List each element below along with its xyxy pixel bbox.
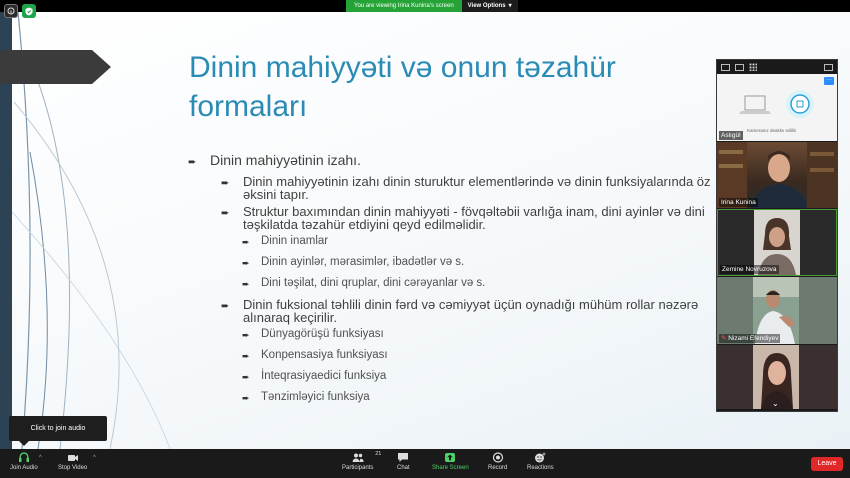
mic-muted-icon: ✎ [721,335,727,342]
bullet-level2 [221,175,728,201]
participant-tile-irina[interactable] [717,142,837,208]
bullet-text: Dini təşilat, dini qruplar, dini cərəyanlar və s. [261,277,486,289]
bullet-text: Dinin mahiyyətinin izahı. [210,152,361,168]
participant-video-panel [716,59,838,412]
bullet-text: Dinin mahiyyətinin izahı dinin sturuktur elementlərində və dinin funksiyalarında öz əksini tapır. [243,174,711,202]
slide-bullets [188,152,728,412]
share-screen-label: Share Screen [432,465,469,471]
viewing-banner [346,0,518,12]
headphones-icon [18,452,30,463]
bullet-text: Struktur baxımından dinin mahiyyəti - fövqəltəbii varlığa inam, dini ayinlər və dini təşkilatda təzahür etdiyini qeyd edilməlidir. [243,204,705,232]
minimize-icon[interactable] [735,64,744,71]
scroll-down-chevron-icon[interactable]: ⌄ [772,399,779,408]
top-status-icons [4,4,36,18]
participants-label: Participants [342,465,374,471]
slide-decor-arrow [0,50,111,84]
chevron-down-icon: ▾ [508,3,512,9]
stop-video-label: Stop Video [58,465,88,471]
encryption-shield-icon[interactable] [22,4,36,18]
gallery-grid-icon[interactable] [749,63,757,71]
view-options-label: View Options [467,3,506,9]
bullet-text: Dinin inamlar [261,235,329,247]
bullet-arrow-icon: ➨ [221,208,230,219]
bullet-arrow-icon: ➨ [221,178,230,189]
camera-off-caption: Kameranız deaktiv edilib [747,128,797,133]
leave-button[interactable]: Leave [811,457,843,471]
bullet-level3 [242,235,728,249]
viewing-screen-text: You are viewing Irina Kunina's screen [346,0,462,12]
participant-name: ✎ Nizami Efendiyev [721,335,779,342]
bullet-text: Dinin fuksional təhlili dinin fərd və cəmiyyət üçün oynadığı mühüm rollar nəzərə alınaraq keçirilir. [243,297,699,325]
bullet-level3 [242,256,728,270]
participant-tile-shared[interactable] [717,74,837,141]
video-camera-icon [67,452,79,463]
share-screen-button[interactable] [432,452,469,471]
bullet-level3 [242,370,728,384]
join-audio-tooltip[interactable]: Click to join audio [9,416,107,441]
participant-name: Aslıgül [721,132,741,139]
bullet-level3 [242,349,728,363]
participant-tile-zemine[interactable] [717,209,837,276]
bullet-arrow-icon: ➨ [242,393,250,403]
join-audio-button[interactable] [10,452,38,471]
bullet-arrow-icon: ➨ [242,351,250,361]
chat-button[interactable] [397,452,410,471]
bullet-text: Dünyagörüşü funksiyası [261,328,384,340]
bullet-level2 [221,205,728,231]
bullet-arrow-icon: ➨ [188,157,197,168]
join-audio-label: Join Audio [10,465,38,471]
bullet-arrow-icon: ➨ [242,258,250,268]
chat-bubble-icon [397,452,409,463]
video-caret-icon[interactable]: ^ [93,455,96,461]
meeting-toolbar [0,449,850,478]
participant-name: Zemine Novruzova [722,266,777,273]
view-options-button[interactable] [462,0,518,12]
bullet-level3 [242,391,728,405]
bullet-text: Dinin ayinlər, mərasimlər, ibadətlər və s. [261,256,465,268]
record-label: Record [488,465,508,471]
bullet-arrow-icon: ➨ [242,237,250,247]
participants-button[interactable] [342,451,382,471]
reactions-button[interactable] [527,452,554,471]
more-options-button[interactable]: ··· [826,77,832,83]
audio-caret-icon[interactable]: ^ [39,455,42,461]
bullet-text: İnteqrasiyaedici funksiya [261,370,387,382]
view-mode-icon[interactable] [721,64,730,71]
bullet-level2 [221,298,728,324]
participant-tile-unnamed[interactable] [717,345,837,409]
bullet-arrow-icon: ➨ [242,279,250,289]
reactions-label: Reactions [527,465,554,471]
bullet-arrow-icon: ➨ [221,301,230,312]
participant-count: 21 [375,451,382,457]
meeting-info-icon[interactable] [4,4,18,18]
chat-label: Chat [397,465,410,471]
participant-name: Irina Kunina [721,199,756,206]
side-by-side-icon[interactable] [824,64,833,71]
bullet-level3 [242,277,728,291]
share-screen-arrow-icon [444,452,456,463]
record-button[interactable] [488,452,507,471]
slide-title: Dinin mahiyyəti və onun təzahür formaları [189,51,616,123]
stop-video-button[interactable] [58,452,87,471]
bullet-text: Tənzimləyici funksiya [261,391,370,403]
participants-icon [352,452,364,463]
record-icon [492,452,504,463]
bullet-arrow-icon: ➨ [242,372,250,382]
bullet-text: Konpensasiya funksiyası [261,349,388,361]
bullet-level1 [188,152,728,171]
panel-header [717,60,837,74]
bullet-arrow-icon: ➨ [242,330,250,340]
participant-tile-nizami[interactable] [717,277,837,344]
bullet-level3 [242,328,728,342]
smiley-add-icon [534,452,546,463]
